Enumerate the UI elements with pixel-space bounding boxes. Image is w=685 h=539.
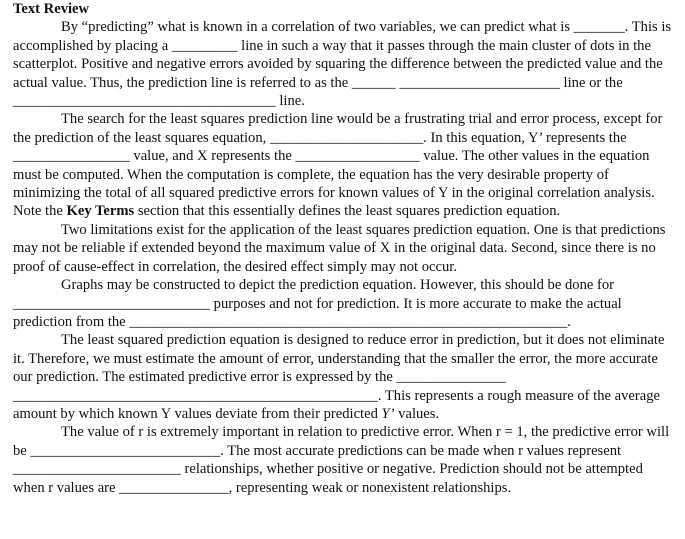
paragraph-text: values. [394,405,440,422]
paragraph-text: . This is accomplished by placing a [13,19,672,54]
paragraph-text: value, and X represents the [129,148,296,165]
paragraph-text: The search for the least squares prediction line would be a frustrating trial and error process, except for the prediction of the least squares equation, [13,111,663,146]
paragraph-text: line in such a way that it passes through the main cluster of dots in the scatterplot. Positive and negative errors avoided by squaring the difference between the predicted value and the actual value. Thus, the prediction line is referred to as the [13,37,663,91]
fill-in-blank[interactable]: _______________ [119,479,229,496]
paragraph-text: section that this essentially defines the least squares prediction equation. [134,203,561,220]
paragraph-text: . The most accurate predictions can be made when r values represent [220,442,622,459]
paragraph-1 [13,18,675,110]
paragraph-text: relationships, whether positive or negative. Prediction should not be attempted when r values are [13,461,643,496]
paragraph-text: , representing weak or nonexistent relationships. [228,479,512,496]
paragraph-text: Graphs may be constructed to depict the prediction equation. However, this should be done for [61,277,615,294]
review-paragraphs [13,18,675,497]
paragraph-2 [13,110,675,220]
fill-in-blank[interactable]: _______ [573,19,625,36]
paragraph-text: purposes and not for prediction. It is more accurate to make the actual prediction from the [13,295,622,330]
fill-in-blank[interactable]: ______________________ [399,74,560,91]
paragraph-text: Two limitations exist for the application of the least squares prediction equation. One is that predictions may not be reliable if extended beyond the maximum value of X in the original data. Second, since there is no proof of cause-effect in correlation, the desired effect simply may not occur. [13,221,666,275]
paragraph-6 [13,423,675,497]
fill-in-blank[interactable]: _____________________ [269,129,424,146]
fill-in-blank[interactable]: __________________________________________________ [13,387,378,404]
key-terms-ref: Key Terms [66,203,135,220]
paragraph-text: line or the [559,74,623,91]
fill-in-blank[interactable]: _________ [171,37,238,54]
fill-in-blank[interactable]: __________________________ [30,442,221,459]
fill-in-blank[interactable]: _________________ [295,148,420,165]
fill-in-blank[interactable]: _______________ [396,369,506,386]
fill-in-blank[interactable]: ____________________________________ [13,93,276,110]
paragraph-text: value. The other values in the equation must be computed. When the computation is complete, the equation has the very desirable property of minimizing the total of all squared predictive errors for known values of Y in the original correlation analysis. Note the [13,148,655,220]
paragraph-5 [13,331,675,423]
section-title: Text Review [13,1,90,17]
paragraph-text: . In this equation, Y’ represents the [423,129,627,146]
paragraph-text: line. [275,93,305,110]
paragraph-text: The least squared prediction equation is designed to reduce error in prediction, but it does not eliminate it. Therefore, we must estimate the amount of error, understanding that the smaller the error, the more accurate our prediction. The estimated predictive error is expressed by the [13,332,665,386]
fill-in-blank[interactable]: _______________________ [13,461,181,478]
fill-in-blank[interactable]: ____________________________________________________________ [129,313,568,330]
paragraph-text: Y’ [381,405,395,422]
fill-in-blank[interactable]: ___________________________ [13,295,211,312]
paragraph-text: . This represents a rough measure of the average amount by which known Y values deviate from their predicted [13,387,661,422]
paragraph-4 [13,276,675,331]
paragraph-text: The value of r is extremely important in relation to predictive error. When r = 1, the predictive error will be [13,424,670,459]
paragraph-text: . [567,313,571,330]
paragraph-3 [13,221,675,276]
fill-in-blank[interactable]: ______ [351,74,396,91]
fill-in-blank[interactable]: ________________ [13,148,130,165]
paragraph-text: By “predicting” what is known in a correlation of two variables, we can predict what is [61,19,574,36]
